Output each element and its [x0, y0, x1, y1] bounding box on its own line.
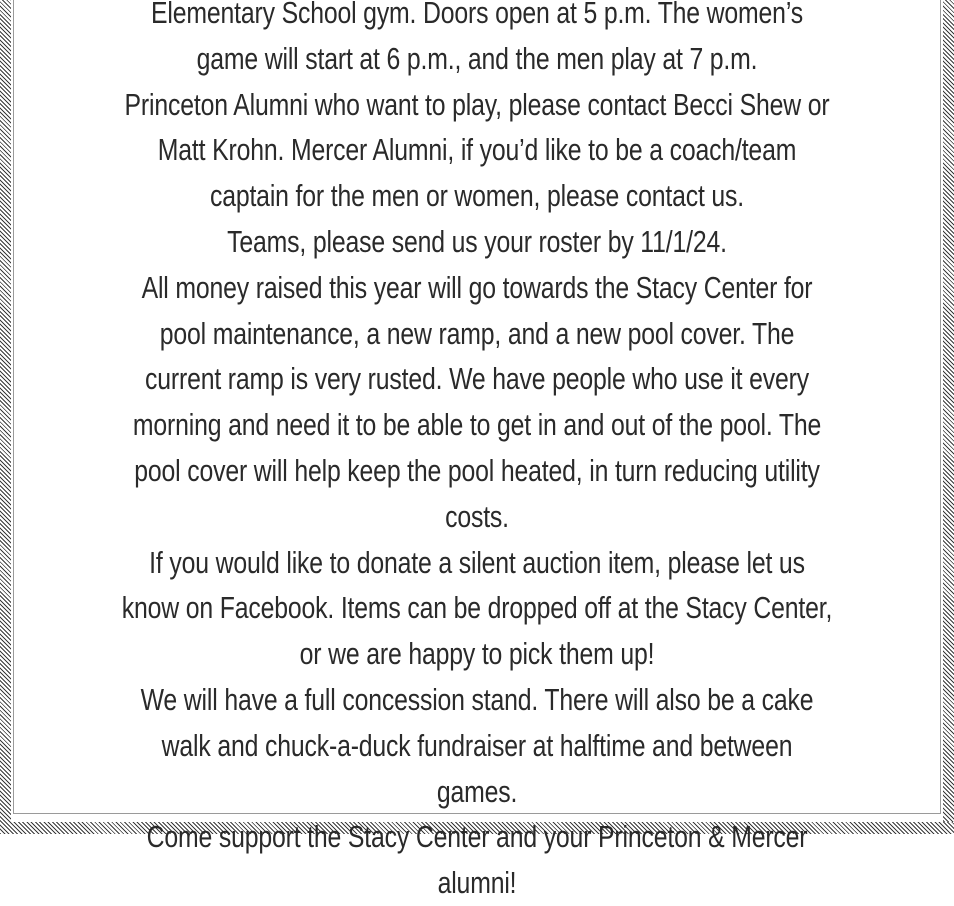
paragraph-silent-auction: If you would like to donate a silent auction item, please let us know on Facebook. Items can be dropped off at the Stacy Center, or we are happy to pick them up! — [121, 544, 833, 672]
paragraph-fundraising-purpose: All money raised this year will go towards the Stacy Center for pool maintenance, a new ramp, and a new pool cover. The current ramp is very rusted. We have people who use it every morning and need it to be able to get in and out of the pool. The pool cover will help keep the pool heated, in turn reducing utility costs. — [132, 269, 822, 534]
paragraph-roster-deadline: Teams, please send us your roster by 11/1/24. — [227, 223, 727, 259]
left-hatched-border — [0, 0, 11, 834]
paragraph-concessions: We will have a full concession stand. There will also be a cake walk and chuck-a-duck fundraiser at halftime and between games. — [140, 681, 814, 809]
announcement-text — [119, 0, 834, 906]
right-hatched-border — [943, 0, 954, 834]
paragraph-alumni-contact: Princeton Alumni who want to play, please contact Becci Shew or Matt Krohn. Mercer Alumni, if you’d like to be a coach/team captain for the men or women, please contact us. — [124, 86, 830, 214]
paragraph-closing: Come support the Stacy Center and your Princeton & Mercer alumni! — [146, 819, 808, 901]
paragraph-game-times: Elementary School gym. Doors open at 5 p.m. The women’s game will start at 6 p.m., and the men play at 7 p.m. — [151, 0, 803, 76]
